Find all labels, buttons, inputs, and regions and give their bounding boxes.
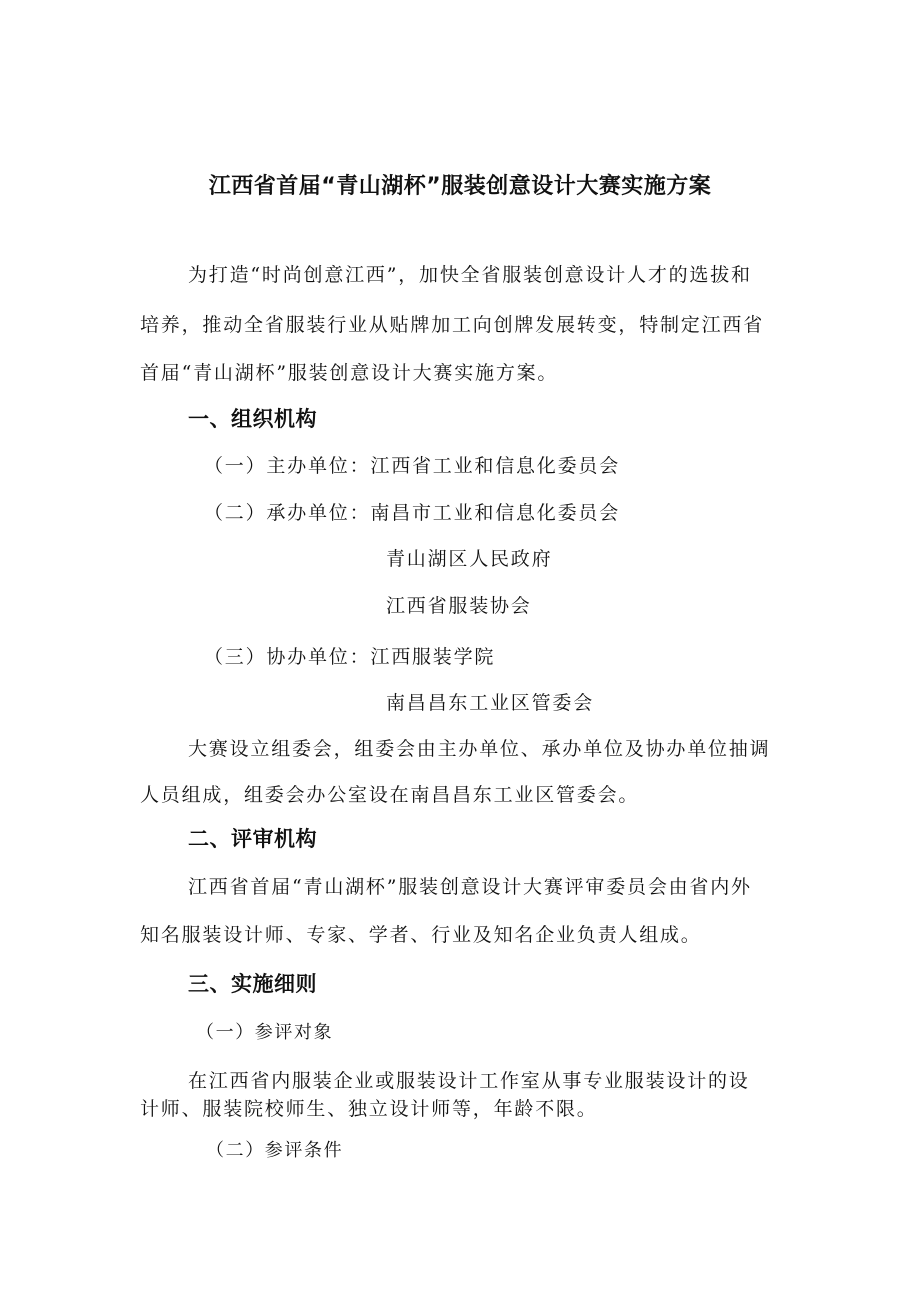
review-line-2: 知名服装设计师、专家、学者、行业及知名企业负责人组成。 [140, 924, 702, 946]
co-organizer-unit-extra-1: 南昌昌东工业区管委会 [386, 692, 595, 714]
committee-line-1: 大赛设立组委会，组委会由主办单位、承办单位及协办单位抽调 [188, 738, 771, 760]
subsection-conditions: （二）参评条件 [206, 1140, 344, 1161]
organizer-unit-extra-2: 江西省服装协会 [386, 595, 532, 617]
intro-line-3: 首届“青山湖杯”服装创意设计大赛实施方案。 [140, 362, 559, 384]
intro-line-2: 培养，推动全省服装行业从贴牌加工向创牌发展转变，特制定江西省 [140, 314, 765, 336]
participants-line-2: 计师、服装院校师生、独立设计师等，年龄不限。 [140, 1098, 598, 1120]
section-heading-details: 三、实施细则 [188, 972, 317, 996]
host-unit: （一）主办单位：江西省工业和信息化委员会 [204, 455, 621, 477]
review-line-1: 江西省首届“青山湖杯”服装创意设计大赛评审委员会由省内外 [188, 876, 752, 898]
organizer-unit: （二）承办单位：南昌市工业和信息化委员会 [204, 502, 621, 524]
section-heading-organization: 一、组织机构 [188, 407, 317, 431]
participants-line-1: 在江西省内服装企业或服装设计工作室从事专业服装设计的设 [188, 1070, 750, 1092]
committee-line-2: 人员组成，组委会办公室设在南昌昌东工业区管委会。 [140, 784, 640, 806]
organizer-unit-extra-1: 青山湖区人民政府 [386, 548, 553, 570]
section-heading-review: 二、评审机构 [188, 827, 317, 851]
co-organizer-unit: （三）协办单位：江西服装学院 [204, 646, 496, 668]
intro-line-1: 为打造“时尚创意江西”，加快全省服装创意设计人才的选拔和 [188, 264, 752, 286]
document-title: 江西省首届“青山湖杯”服装创意设计大赛实施方案 [208, 174, 712, 199]
subsection-participants: （一）参评对象 [196, 1022, 334, 1043]
